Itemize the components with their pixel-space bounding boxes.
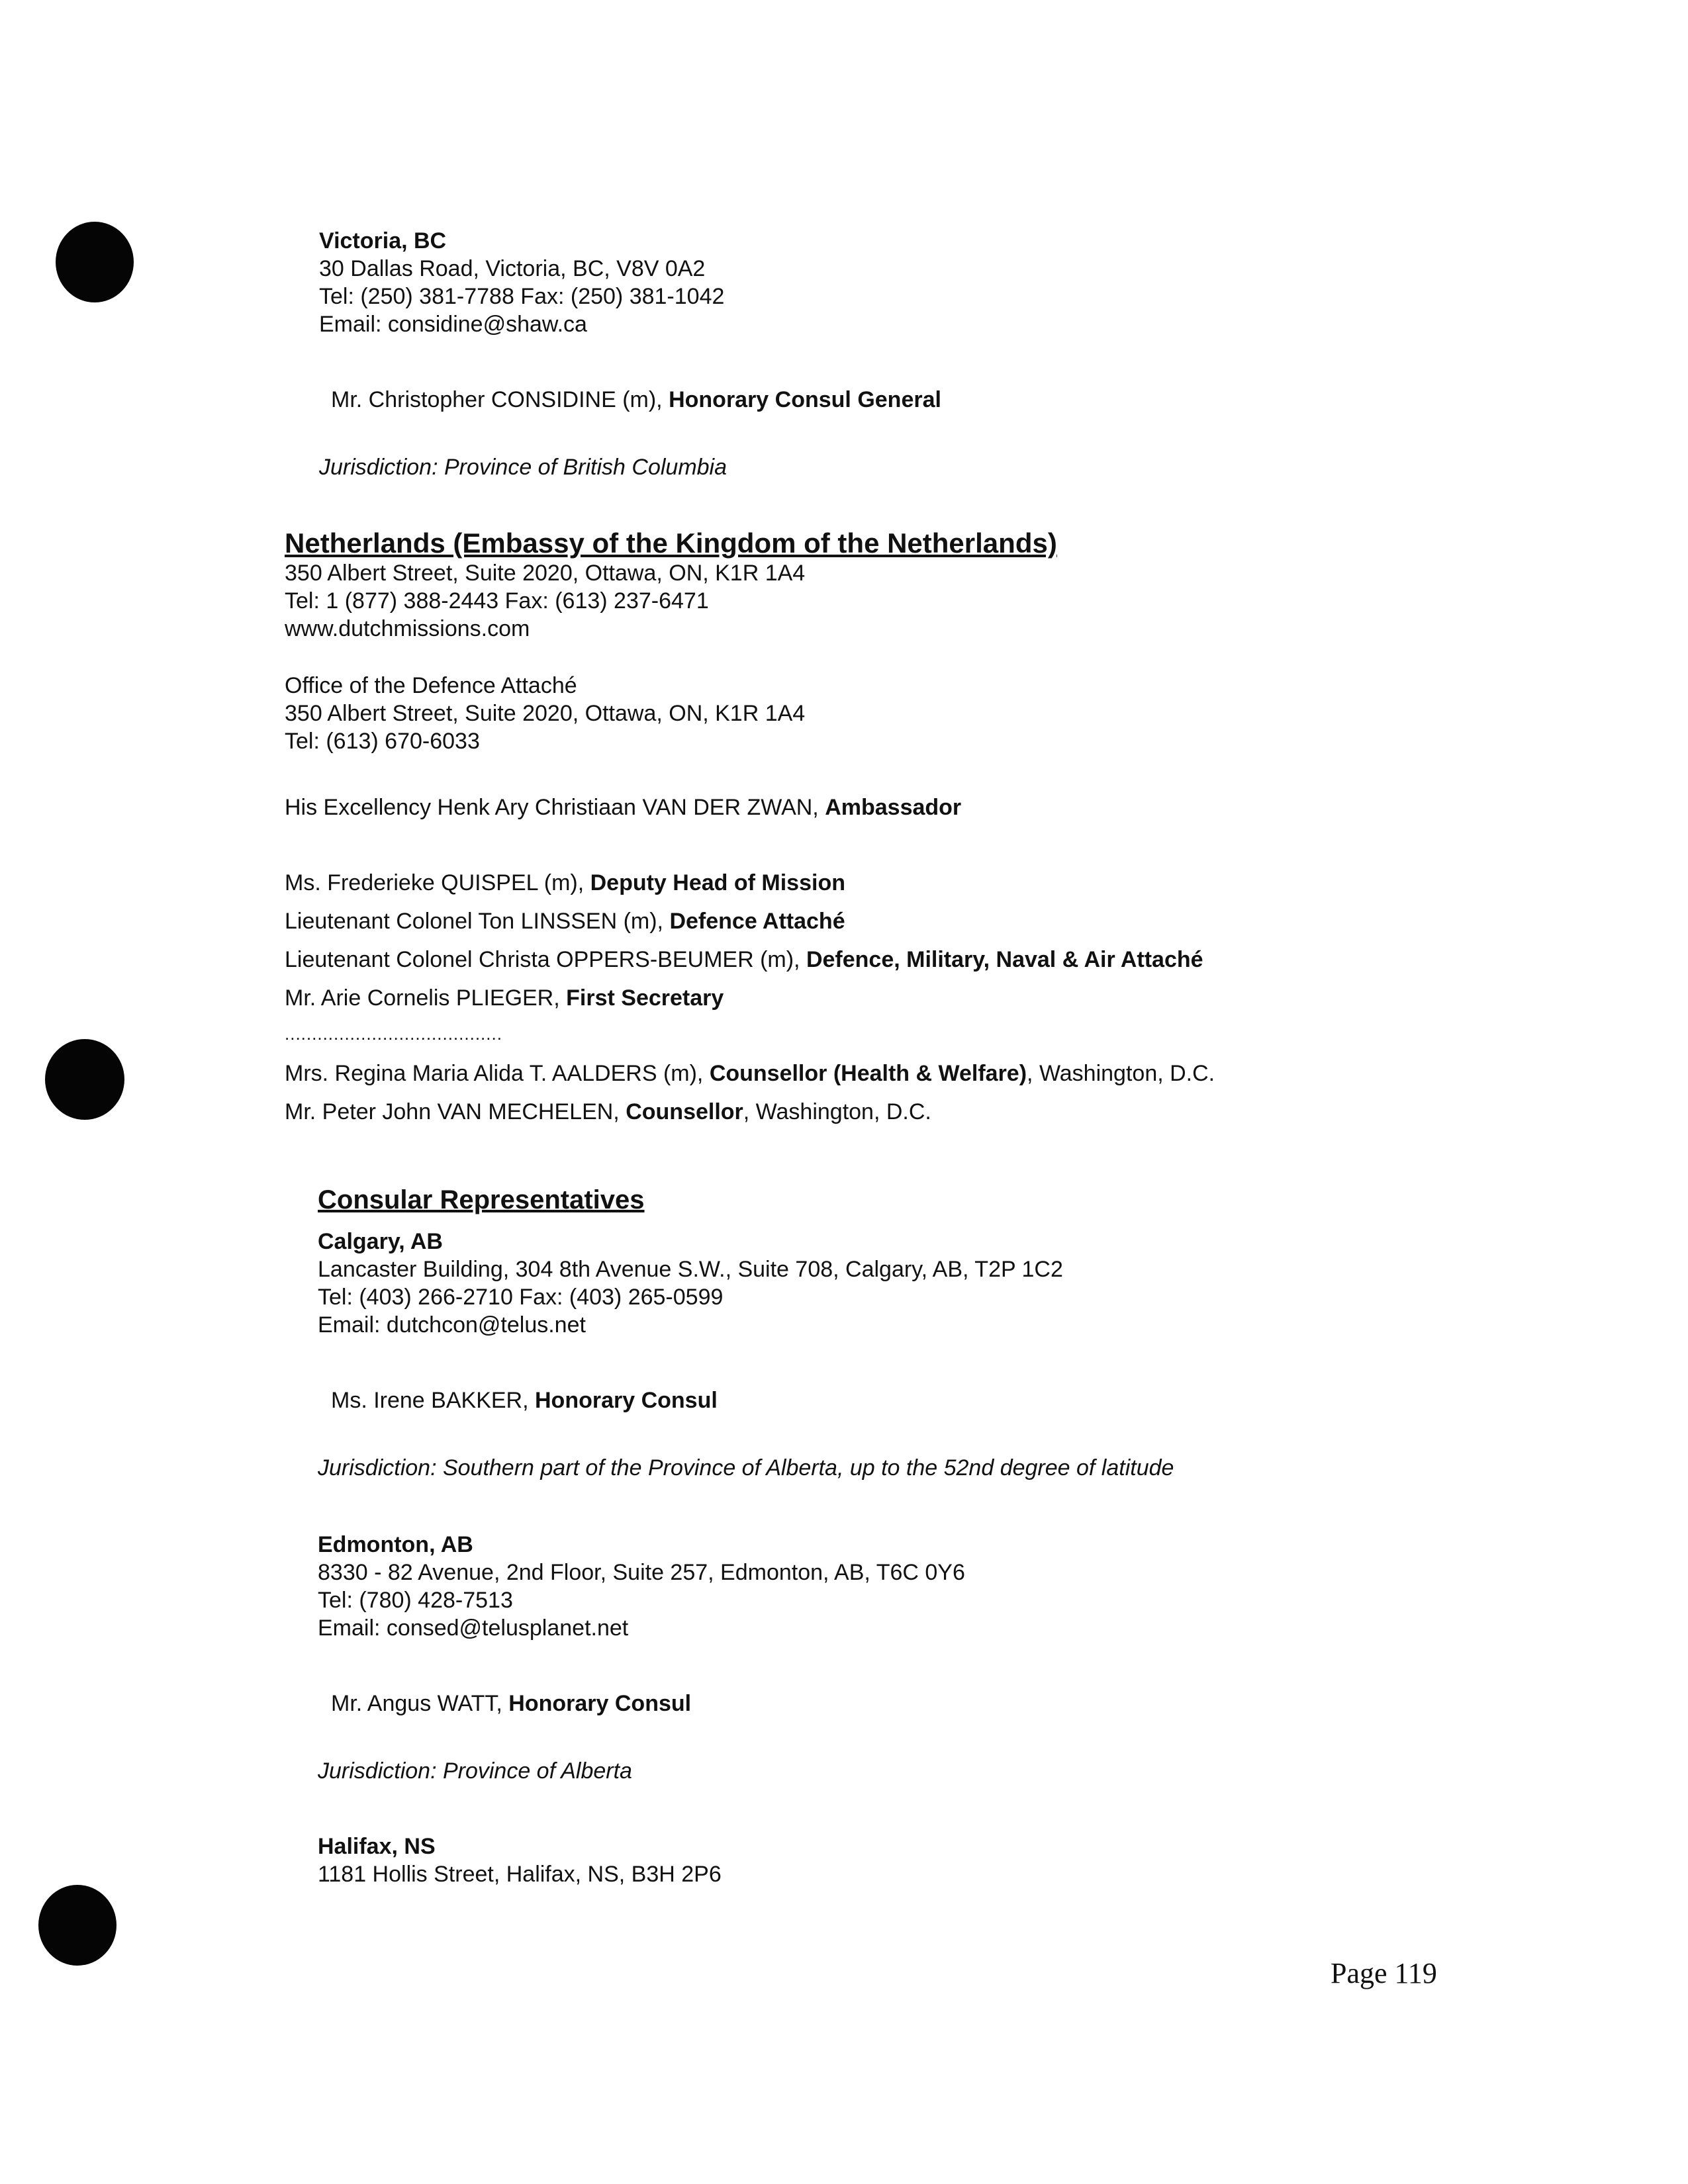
defence-office-address: 350 Albert Street, Suite 2020, Ottawa, ON, K1R 1A4 bbox=[285, 701, 806, 726]
staff-entry bbox=[285, 870, 845, 896]
consul-name: Ms. Irene BAKKER, bbox=[331, 1388, 535, 1413]
jurisdiction: Jurisdiction: Southern part of the Province of Alberta, up to the 52nd degree of latitude bbox=[318, 1455, 1174, 1480]
dotted-separator: ........................................ bbox=[285, 1024, 502, 1044]
city-heading: Halifax, NS bbox=[318, 1834, 436, 1859]
staff-suffix: , Washington, D.C. bbox=[1027, 1061, 1215, 1086]
address: 8330 - 82 Avenue, 2nd Floor, Suite 257, Edmonton, AB, T6C 0Y6 bbox=[318, 1560, 965, 1585]
defence-office-title: Office of the Defence Attaché bbox=[285, 673, 577, 698]
consul-entry bbox=[331, 1690, 691, 1717]
staff-title: Deputy Head of Mission bbox=[590, 870, 845, 895]
consul-title: Honorary Consul bbox=[535, 1388, 718, 1413]
city-heading: Victoria, BC bbox=[319, 228, 447, 253]
website-link[interactable]: www.dutchmissions.com bbox=[285, 616, 530, 641]
phone-fax: Tel: (250) 381-7788 Fax: (250) 381-1042 bbox=[319, 284, 725, 309]
address: Lancaster Building, 304 8th Avenue S.W., Suite 708, Calgary, AB, T2P 1C2 bbox=[318, 1257, 1063, 1282]
staff-name: Mr. Peter John VAN MECHELEN, bbox=[285, 1099, 626, 1124]
address: 30 Dallas Road, Victoria, BC, V8V 0A2 bbox=[319, 256, 706, 281]
staff-name: Lieutenant Colonel Christa OPPERS-BEUMER (m), bbox=[285, 947, 806, 972]
page-number: Page 119 bbox=[1331, 1957, 1437, 1989]
phone-fax: Tel: 1 (877) 388-2443 Fax: (613) 237-6471 bbox=[285, 588, 709, 614]
staff-name: Mr. Arie Cornelis PLIEGER, bbox=[285, 985, 567, 1011]
phone: Tel: (780) 428-7513 bbox=[318, 1588, 513, 1613]
defence-office-phone: Tel: (613) 670-6033 bbox=[285, 729, 480, 754]
consul-entry bbox=[331, 387, 941, 413]
consul-title: Honorary Consul bbox=[508, 1691, 692, 1716]
staff-title: First Secretary bbox=[566, 985, 724, 1011]
city-heading: Edmonton, AB bbox=[318, 1532, 473, 1557]
staff-name: Ms. Frederieke QUISPEL (m), bbox=[285, 870, 590, 895]
staff-entry bbox=[285, 946, 1203, 973]
staff-entry bbox=[285, 985, 724, 1011]
jurisdiction: Jurisdiction: Province of British Columbia bbox=[319, 455, 727, 480]
punch-hole-bottom bbox=[38, 1885, 117, 1966]
staff-suffix: , Washington, D.C. bbox=[743, 1099, 931, 1124]
staff-entry bbox=[285, 1099, 931, 1125]
punch-hole-top bbox=[56, 222, 134, 302]
staff-title: Defence, Military, Naval & Air Attaché bbox=[806, 947, 1203, 972]
staff-title: Counsellor bbox=[626, 1099, 743, 1124]
staff-title: Counsellor (Health & Welfare) bbox=[709, 1061, 1027, 1086]
ambassador-name: His Excellency Henk Ary Christiaan VAN DER ZWAN, bbox=[285, 795, 825, 820]
embassy-heading: Netherlands (Embassy of the Kingdom of the Netherlands) bbox=[285, 527, 1057, 559]
email: Email: dutchcon@telus.net bbox=[318, 1312, 586, 1338]
email: Email: considine@shaw.ca bbox=[319, 312, 587, 337]
consul-name: Mr. Angus WATT, bbox=[331, 1691, 509, 1716]
consular-heading: Consular Representatives bbox=[318, 1185, 645, 1214]
staff-entry bbox=[285, 1060, 1215, 1087]
phone-fax: Tel: (403) 266-2710 Fax: (403) 265-0599 bbox=[318, 1285, 724, 1310]
staff-title: Defence Attaché bbox=[669, 909, 845, 934]
staff-name: Lieutenant Colonel Ton LINSSEN (m), bbox=[285, 909, 670, 934]
address: 350 Albert Street, Suite 2020, Ottawa, ON, K1R 1A4 bbox=[285, 561, 806, 586]
consul-entry bbox=[331, 1387, 718, 1414]
consul-name: Mr. Christopher CONSIDINE (m), bbox=[331, 387, 669, 412]
staff-entry bbox=[285, 908, 845, 934]
address: 1181 Hollis Street, Halifax, NS, B3H 2P6 bbox=[318, 1862, 722, 1887]
staff-name: Mrs. Regina Maria Alida T. AALDERS (m), bbox=[285, 1061, 710, 1086]
ambassador-title: Ambassador bbox=[825, 795, 962, 820]
jurisdiction: Jurisdiction: Province of Alberta bbox=[318, 1758, 632, 1784]
city-heading: Calgary, AB bbox=[318, 1229, 443, 1254]
consul-title: Honorary Consul General bbox=[669, 387, 941, 412]
ambassador-entry bbox=[285, 794, 961, 821]
email: Email: consed@telusplanet.net bbox=[318, 1615, 629, 1641]
punch-hole-middle bbox=[45, 1039, 124, 1120]
